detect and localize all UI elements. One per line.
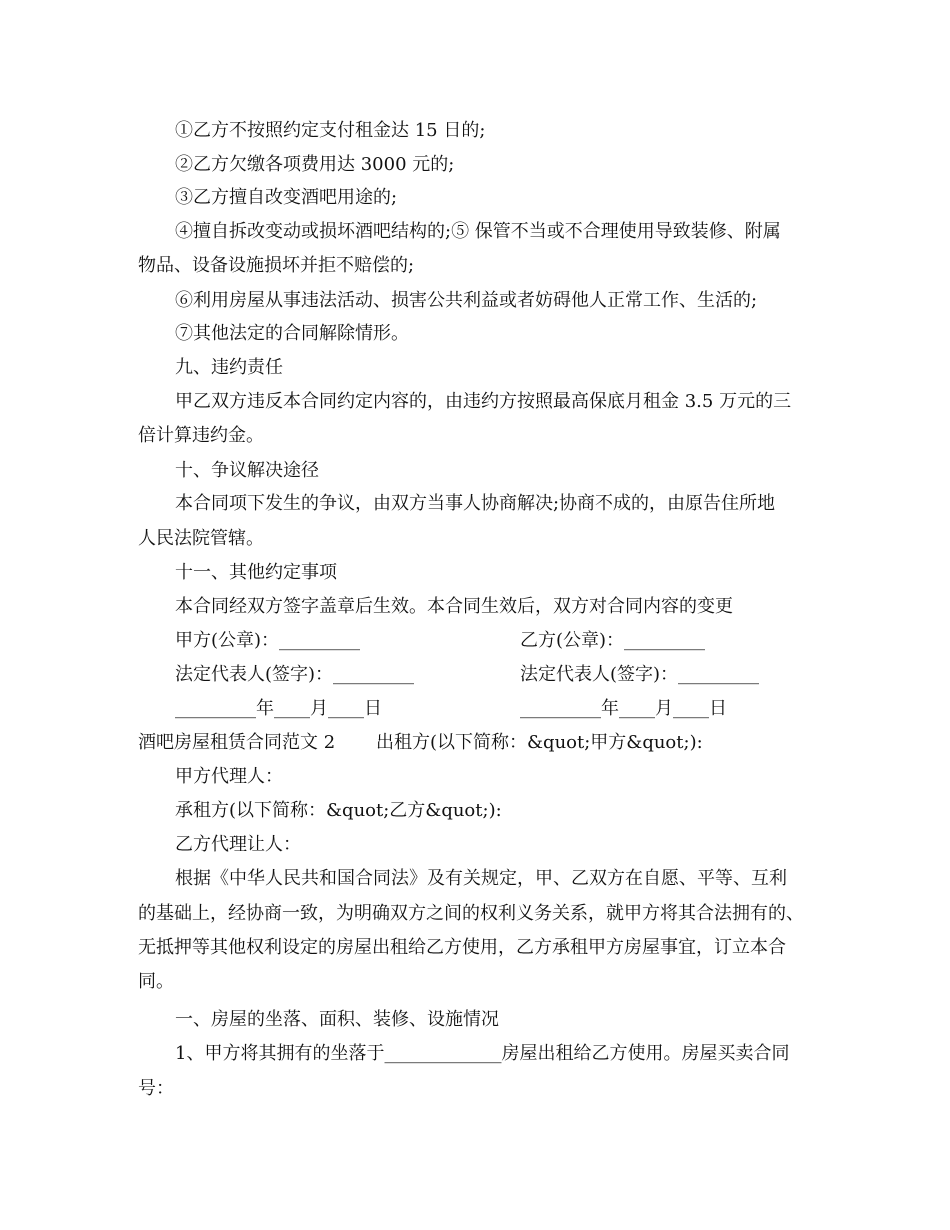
- party-b-rep: 法定代表人(签字)：_________: [520, 664, 760, 685]
- lessor-agent: 甲方代理人：: [175, 766, 283, 787]
- clause-line: ①乙方不按照约定支付租金达 15 日的;: [175, 120, 486, 141]
- party-a-date: _________年____月____日: [175, 698, 382, 719]
- section-heading: 十、争议解决途径: [175, 460, 319, 481]
- party-b-date: _________年____月____日: [520, 698, 727, 719]
- body-line: 号：: [138, 1078, 174, 1099]
- signature-row-rep: [175, 664, 855, 686]
- clause-line: ③乙方擅自改变酒吧用途的;: [175, 187, 398, 208]
- section-heading: 十一、其他约定事项: [175, 562, 337, 583]
- second-contract-header: [138, 732, 818, 754]
- clause-line: 倍计算违约金。: [138, 425, 264, 446]
- party-a-seal: 甲方(公章)：_________: [175, 630, 361, 651]
- lessee-agent: 乙方代理让人：: [175, 834, 301, 855]
- section-heading: 九、违约责任: [175, 357, 283, 378]
- clause-line: 本合同经双方签字盖章后生效。本合同生效后，双方对合同内容的变更: [175, 596, 733, 617]
- party-b-seal: 乙方(公章)：_________: [520, 630, 706, 651]
- clause-line: ④擅自拆改变动或损坏酒吧结构的;⑤ 保管不当或不合理使用导致装修、附属: [175, 221, 781, 242]
- body-line: 1、甲方将其拥有的坐落于_____________房屋出租给乙方使用。房屋买卖合同: [175, 1043, 790, 1064]
- lessor-line: 出租方(以下简称：&quot;甲方&quot;):: [376, 732, 703, 753]
- clause-line: ⑦其他法定的合同解除情形。: [175, 323, 409, 344]
- clause-line: 物品、设备设施损坏并拒不赔偿的;: [138, 255, 415, 276]
- signature-row-seal: [175, 630, 855, 652]
- body-line: 无抵押等其他权利设定的房屋出租给乙方使用，乙方承租甲方房屋事宜，订立本合: [138, 937, 786, 958]
- signature-row-date: [175, 698, 855, 720]
- section-heading: 一、房屋的坐落、面积、装修、设施情况: [175, 1009, 499, 1030]
- clause-line: 本合同项下发生的争议，由双方当事人协商解决;协商不成的，由原告住所地: [175, 493, 776, 514]
- lessee-line: 承租方(以下简称：&quot;乙方&quot;):: [175, 800, 502, 821]
- clause-line: 甲乙双方违反本合同约定内容的，由违约方按照最高保底月租金 3.5 万元的三: [175, 391, 792, 412]
- body-line: 的基础上，经协商一致，为明确双方之间的权利义务关系，就甲方将其合法拥有的、: [138, 903, 804, 924]
- body-line: 同。: [138, 971, 174, 992]
- body-line: 根据《中华人民共和国合同法》及有关规定，甲、乙双方在自愿、平等、互利: [175, 868, 787, 889]
- clause-line: ②乙方欠缴各项费用达 3000 元的;: [175, 154, 455, 175]
- clause-line: ⑥利用房屋从事违法活动、损害公共利益或者妨碍他人正常工作、生活的;: [175, 290, 758, 311]
- clause-line: 人民法院管辖。: [138, 528, 264, 549]
- second-contract-title: 酒吧房屋租赁合同范文 2: [138, 732, 336, 753]
- party-a-rep: 法定代表人(签字)：_________: [175, 664, 415, 685]
